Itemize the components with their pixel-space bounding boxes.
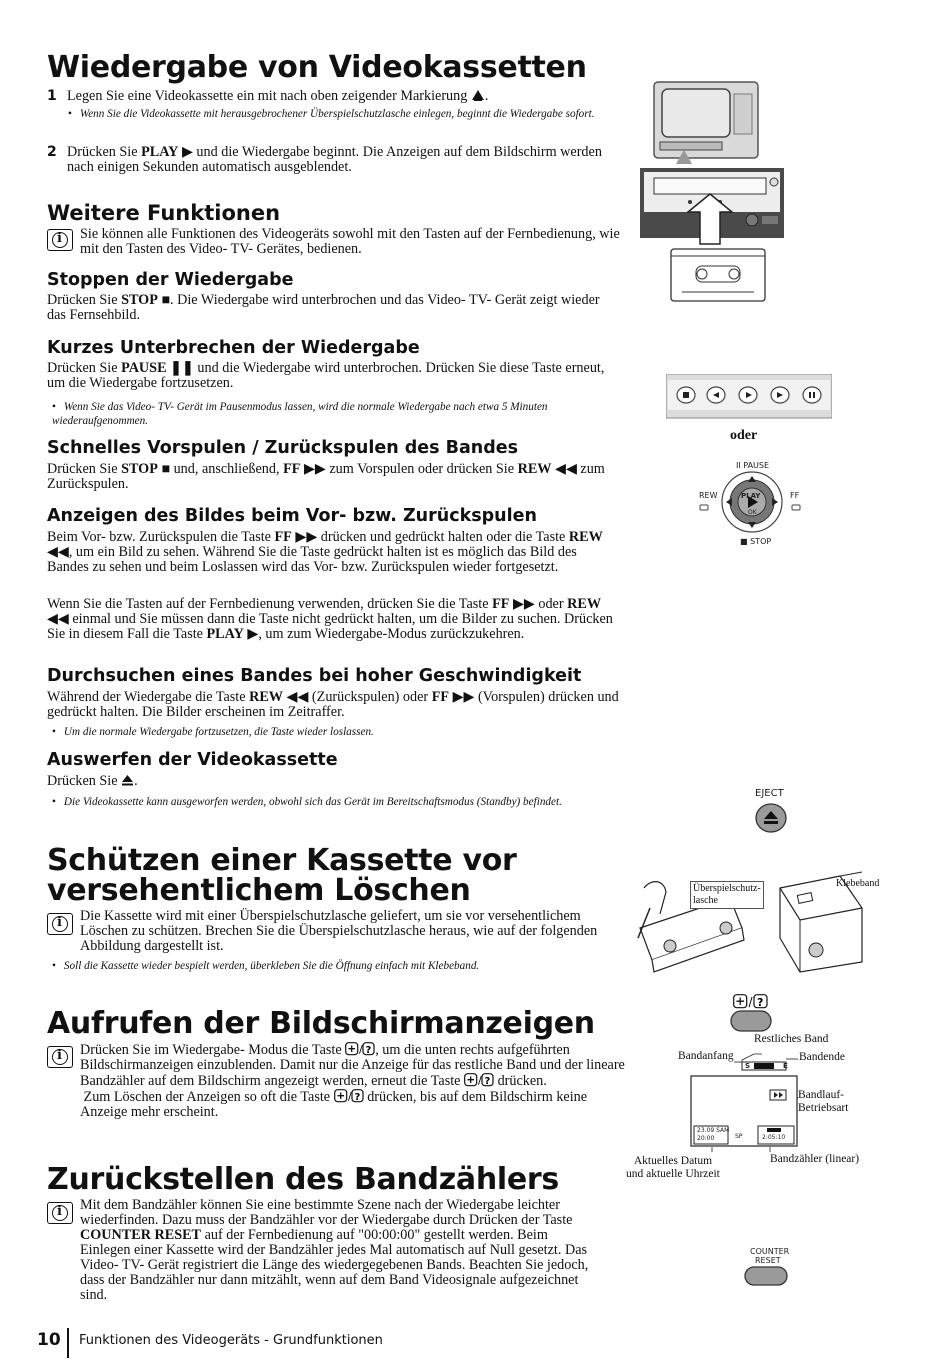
osd-counter: 2:05:10 [762,1134,786,1141]
osd-s: S [745,1062,751,1070]
zaehler-label: Bandzähler (linear) [770,1153,860,1165]
tab-label: Überspielschutz- lasche [690,881,764,909]
spulen-text: Drücken Sie STOP ■ und, anschließend, FF ▶▶ zum Vorspulen oder drücken Sie REW ◀◀ zum Zurückspulen. [47,461,605,492]
stoppen-text: Drücken Sie STOP ■. Die Wiedergabe wird unterbrochen und das Video- TV- Gerät zeigt wieder das Fernsehbild. [47,292,600,323]
eject-label: EJECT [755,788,784,799]
bild-heading: Anzeigen des Bildes beim Vor- bzw. Zurückspulen [47,506,537,526]
pause-note: • Wenn Sie das Video- TV- Gerät im Pausenmodus lassen, wird die normale Wiedergabe nach etwa 5 Minuten wiederaufgenommen. [52,401,548,427]
oder-label: oder [730,428,758,443]
play-key-label: PLAY [741,492,761,500]
step-1-number: 1 [47,88,57,104]
auswerfen-text: Drücken Sie . [47,773,138,789]
info-icon [47,1202,73,1224]
footer-divider [67,1328,69,1358]
weitere-info-text: Sie können alle Funktionen des Videogeräts sowohl mit den Tasten auf der Fernbedienung, wie mit den Tasten des Video- TV- Gerätes, bedienen. [80,226,620,257]
svg-text:/: / [359,1043,363,1056]
counter-reset-label-1: COUNTER [750,1247,790,1256]
step-2-text: Drücken Sie PLAY ▶ und die Wiedergabe beginnt. Die Anzeigen auf dem Bildschirm werden nach einigen Sekunden automatisch ausgeblendet. [67,144,602,175]
cassette-mark-icon [471,89,485,101]
bild-text-2: Wenn Sie die Tasten auf der Fernbedienung verwenden, drücken Sie die Taste FF ▶▶ oder REW ◀◀ einmal und Sie müssen dann die Taste nicht gedrückt halten, um die Bilder zu suchen. Drücken Sie in diesem Fall die Taste PLAY ▶, um zum Wiedergabe-Modus zurückzukehren. [47,596,613,642]
eject-button [754,802,788,834]
auswerfen-heading: Auswerfen der Videokassette [47,750,338,770]
step-1-note: • Wenn Sie die Videokassette mit herausgebrochener Überspielschutzlasche einlegen, beginnt die Wiedergabe sofort. [68,108,595,120]
page-number: 10 [37,1330,61,1350]
osd-e: E [783,1062,788,1070]
vcr-front-buttons [666,374,832,420]
zuruecksetzen-title: Zurückstellen des Bandzählers [47,1162,559,1197]
schuetzen-title-1: Schützen einer Kassette vor [47,843,517,878]
play-symbol-icon: ▶ [181,144,193,160]
stoppen-heading: Stoppen der Wiedergabe [47,270,294,290]
counter-reset-button [744,1266,788,1286]
aufrufen-text: Drücken Sie im Wiedergabe- Modus die Taste / ? , um die unten rechts aufgeführten Bildschirmanzeigen einzublenden. Damit nur die Anzeige für das restliche Band und der lineare Bandzähler auf dem Bildschirm angezeigt werden, erneut die Taste / ? drücken. Zum Löschen der Anzeigen so oft die Taste / ? drücken, bis auf dem Bildschirm keine Anzeige mehr erscheint. [80,1042,625,1120]
osd-sp: SP [735,1133,743,1140]
osd-date: 23.09 SAM [697,1127,730,1134]
durchsuchen-note: • Um die normale Wiedergabe fortzusetzen, die Taste wieder loslassen. [52,726,374,738]
display-button-icon [464,1073,494,1087]
restliches-band-label: Restliches Band [754,1033,829,1045]
info-icon [47,913,73,935]
svg-text:?: ? [365,1045,372,1056]
step-1-text: Legen Sie eine Videokassette ein mit nach oben zeigender Markierung . [67,88,489,104]
display-button [730,1010,772,1032]
ok-key-label: OK [748,509,757,516]
footer-text: Funktionen des Videogeräts - Grundfunktionen [79,1333,383,1348]
klebeband-label: Klebeband [836,878,880,889]
step-2-number: 2 [47,144,57,160]
info-icon [47,229,73,251]
spulen-heading: Schnelles Vorspulen / Zurückspulen des Bandes [47,438,519,458]
durchsuchen-text: Während der Wiedergabe die Taste REW ◀◀ (Zurückspulen) oder FF ▶▶ (Vorspulen) drücken und gedrückt halten. Die Bilder erscheinen im Zeitraffer. [47,689,619,720]
remote-navigation-pad [696,458,808,548]
pause-symbol-icon: ❚❚ [170,360,194,376]
auswerfen-note: • Die Videokassette kann ausgeworfen werden, obwohl sich das Gerät im Bereitschaftsmodus (Standby) befindet. [52,796,562,808]
aufrufen-title: Aufrufen der Bildschirmanzeigen [47,1006,595,1041]
svg-text:/: / [478,1074,482,1087]
svg-text:/: / [748,995,753,1009]
svg-text:?: ? [484,1076,491,1087]
zuruecksetzen-text: Mit dem Bandzähler können Sie eine bestimmte Szene nach der Wiedergabe leichter wiederfinden. Dazu muss der Bandzähler vor der Wiedergabe durch Drücken der Taste COUNTER RESET auf der Fernbedienung auf "00:00:00" gestellt werden. Beim Einlegen einer Kassette wird der Bandzähler jedes Mal automatisch auf Null gesetzt. Das Video- TV- Gerät registriert die Länge des wiedergegebenen Bands. Beachten Sie jedoch, dass der Bandzähler nur dann mitzählt, wenn auf dem Band Videosignale aufgezeichnet sind. [80,1197,589,1303]
ff-key-label: FF [790,491,800,500]
betriebsart-label: Bandlauf- Betriebsart [798,1089,849,1114]
stop-key-label: ■ STOP [740,537,772,546]
page-title: Wiedergabe von Videokassetten [47,50,587,85]
bandende-label: Bandende [799,1051,845,1063]
counter-reset-label-2: RESET [755,1256,781,1265]
svg-text:?: ? [354,1092,360,1103]
svg-text:/: / [347,1090,352,1103]
osd-time: 20:00 [697,1135,715,1142]
pause-heading: Kurzes Unterbrechen der Wiedergabe [47,338,420,358]
schuetzen-note: • Soll die Kassette wieder bespielt werden, überkleben Sie die Öffnung einfach mit Klebeband. [52,960,480,972]
rew-key-label: REW [699,491,718,500]
durchsuchen-heading: Durchsuchen eines Bandes bei hoher Geschwindigkeit [47,666,582,686]
tv-vcr-illustration [640,80,790,172]
eject-symbol-icon [121,774,134,786]
video-cassette-illustration [670,248,766,302]
weitere-funktionen-heading: Weitere Funktionen [47,201,281,225]
datum-label: Aktuelles Datum und aktuelle Uhrzeit [626,1155,720,1180]
bild-text-1: Beim Vor- bzw. Zurückspulen die Taste FF ▶▶ drücken und gedrückt halten oder die Taste REW ◀◀, um ein Bild zu sehen. Während Sie die Taste gedrückt halten ist es möglich das Bild des Bandes zu sehen und beim Loslassen wird das Vor- bzw. Zurückspulen wieder fortgesetzt. [47,529,603,575]
schuetzen-info-text: Die Kassette wird mit einer Überspielschutzlasche geliefert, um sie vor versehentlichem Löschen zu schützen. Brechen Sie die Überspielschutzlasche heraus, wie auf der folgenden Abbildung dargestellt ist. [80,908,598,954]
display-button-icon [334,1089,364,1103]
svg-text:?: ? [757,996,764,1009]
cassette-insert-illustration [640,168,784,248]
display-button-icon [345,1042,375,1056]
pause-key-label: II PAUSE [736,461,770,470]
stop-symbol-icon: ■ [161,292,171,308]
bandanfang-label: Bandanfang [678,1050,734,1062]
info-icon [47,1046,73,1068]
pause-text: Drücken Sie PAUSE ❚❚ und die Wiedergabe wird unterbrochen. Drücken Sie diese Taste erneut, um die Wiedergabe fortzusetzen. [47,360,605,391]
display-button-icon [733,994,769,1010]
schuetzen-title-2: versehentlichem Löschen [47,873,471,908]
